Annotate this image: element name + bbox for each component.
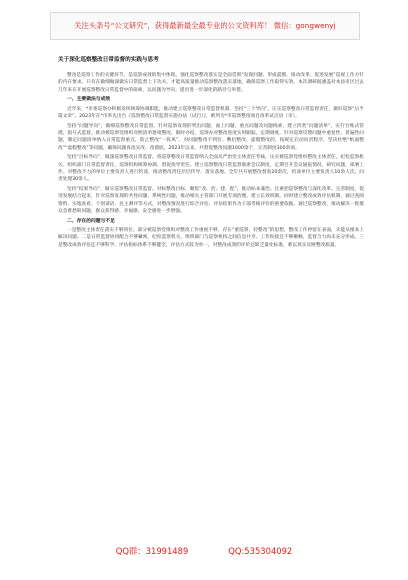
qq-group-text: QQ群：31991489: [115, 546, 189, 556]
body-paragraph: 一是整改主体责任落实不够到位。部分被巡察党组织对整改工作重视不够，存在“重巡察、轻整改”的思想，整改工作停留在表面，未能从根本上解决问题。二是日常监督协同配合不够紧密。纪检监察机关、组织部门与巡察机构之间信息共享、工作衔接还不够顺畅，监督合力尚未充分形成。三是整改成效评估还不够科学。评估指标体系不够健全，评估方式较为单一，对整改成效的评价还缺乏量化标准，难以真实反映整改质量。: [58, 228, 364, 248]
body-paragraph: 坚持“问题导向”，做细巡察整改日常监督。针对巡察发现的突出问题、面上问题、重点问题及问题线索，建立四类“问题清单”，实行台账式管理，销号式监督。推动被巡察党组织对照清单逐项整改、限时办结，巡察办对整改进度实时跟踪，定期调度。针对巡察反馈问题中重复性、普遍性问题，制定问题清单纳入日常监督重点，防止整改“一阵风”。对问题整改不到位、敷衍整改、虚假整改的，按规定启动问责程序，坚决杜绝“纸面整改”“虚假整改”等问题，确保问题真改实改、改彻底。2023年以来，共督促整改问题1000余个，完善制度300余项。: [58, 123, 364, 151]
section-heading: 一、主要做法与成效: [67, 97, 111, 103]
body-paragraph: 坚持“结果导向”，做实巡察整改日常监督。对标整改目标，聚焦“改、治、建、促”，推动标本兼治。注重把巡察整改与深化改革、完善制度、促进发展结合起来，针对巡察发现的共性问题、系统性问题，推动相关主管部门开展专项治理，建立长效机制。同时建立整改成效评估机制，通过查阅资料、实地查看、个别谈话、民主测评等方式，对整改情况进行综合评估，评估结果作为干部考核评价的重要依据。通过巡察整改，推动解决一批群众急难愁盼问题，群众获得感、幸福感、安全感进一步增强。: [58, 187, 364, 215]
body-paragraph: 坚持“目标导向”，做深巡察整改日常监督。将巡察整改日常监督纳入全面从严治党主体责任考核，压实被巡察党组织整改主体责任，纪检监察机关、组织部门日常监督责任，巡察机构统筹协调、督促指导责任。建立巡察整改日常监督联席会议制度，定期召开会议通报情况、研究问题、部署工作。对整改不力的单位主要负责人进行约谈，推动整改责任层层传导、落实落地。全年共开展整改督查20余次，约谈单位主要负责人10余人次，问责处理30余人。: [58, 155, 364, 183]
section-heading: 二、存在的问题与不足: [67, 218, 115, 224]
paragraph-container: [58, 72, 364, 249]
document-body: [58, 56, 364, 252]
body-paragraph: 近年来，*市委巡察办积极发挥统筹协调职能，推动建立巡察整改日常监督机制，坚持“三个导向”，压实巡察整改日常监督责任，做好巡察“后半篇文章”。2023年在*市率先出台《巡察整改日常监督实施办法（试行）》，被列为*市巡察整改项目改革试点县（市）。: [58, 106, 364, 119]
promo-banner: [50, 12, 360, 40]
contact-footer: [0, 544, 408, 558]
promo-banner-text: 关注头条号“公文研究”，获得最新最全最专业的公文资料库！ 微信：gongwenyj: [74, 21, 336, 30]
body-paragraph: 整改是巡察工作的关键环节，是巡察成效的集中体现。强化巡察整改落实是全面贯彻“发现问题、形成震慑、推动改革、促进发展”巡视工作方针的内在要求。只有在做细做深做实日常监督上下功夫，才能高质量推动巡察整改落实落地，确保巡察工作取得实效。本次调研既涵盖对本县市区过去几年来在开展巡察整改日常监督中的探索，以问题为导向，提出进一步深化的路径与举措。: [58, 73, 364, 93]
qq-number-text: QQ:535304092: [228, 546, 293, 556]
document-title: 关于深化巡察整改日常监督的实践与思考: [58, 57, 159, 63]
